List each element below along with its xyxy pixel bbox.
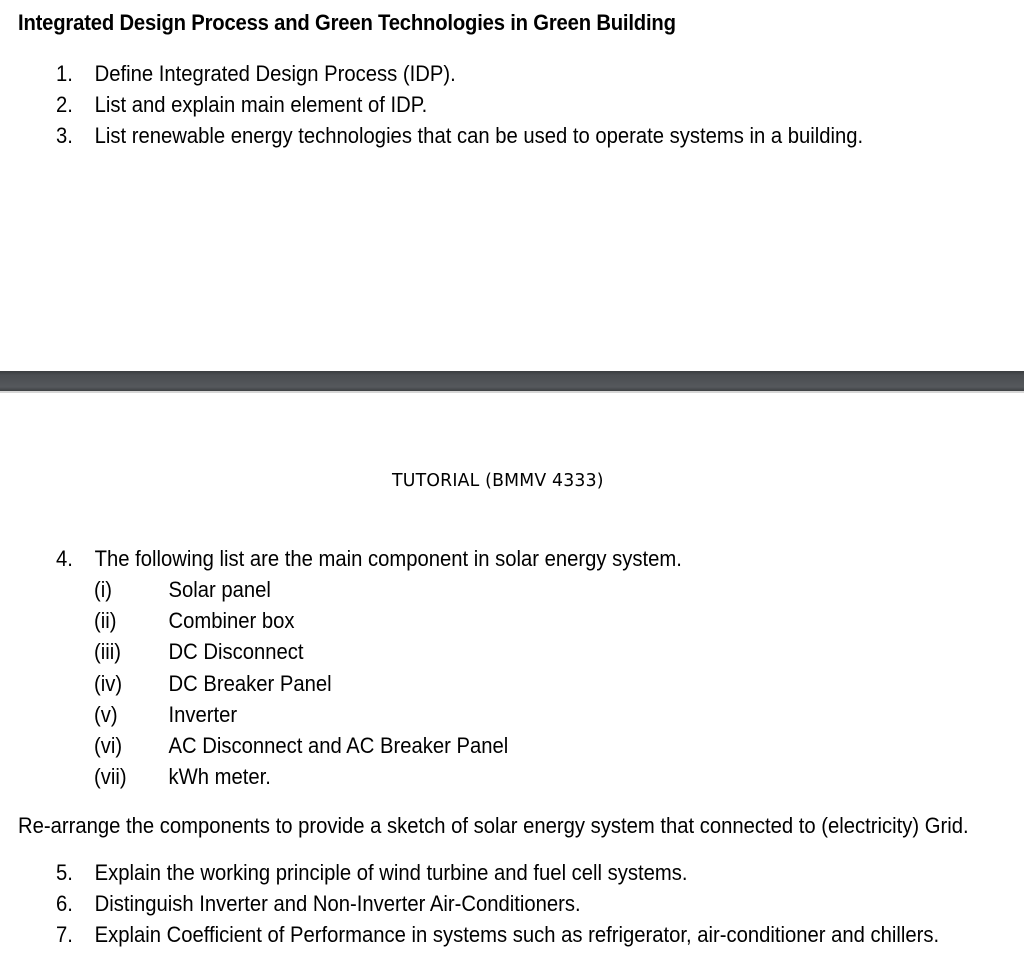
question-text: List and explain main element of IDP.	[94, 92, 428, 117]
question-number: 7.	[56, 922, 73, 947]
question-text: Define Integrated Design Process (IDP).	[94, 61, 456, 86]
item-roman: (ii)	[94, 608, 117, 633]
question-number: 3.	[56, 123, 73, 148]
item-roman: (vii)	[94, 764, 127, 789]
page-divider	[0, 371, 1024, 391]
question-text: List renewable energy technologies that can be used to operate systems in a building.	[94, 123, 864, 148]
item-text: kWh meter.	[168, 764, 271, 789]
tutorial-header: TUTORIAL (BMMV 4333)	[392, 470, 604, 491]
item-text: Solar panel	[168, 577, 271, 602]
item-text: DC Breaker Panel	[168, 671, 332, 696]
item-roman: (vi)	[94, 733, 123, 758]
item-roman: (i)	[94, 577, 112, 602]
question-text: Explain Coefficient of Performance in systems such as refrigerator, air-conditioner and chillers.	[94, 922, 940, 947]
question-number: 4.	[56, 546, 73, 571]
page-title: Integrated Design Process and Green Technologies in Green Building	[18, 10, 676, 35]
question-4-instruction: Re-arrange the components to provide a sketch of solar energy system that connected to (electricity) Grid.	[18, 813, 969, 838]
item-roman: (iv)	[94, 671, 123, 696]
item-roman: (iii)	[94, 639, 121, 664]
question-number: 5.	[56, 860, 73, 885]
question-text: The following list are the main component in solar energy system.	[94, 546, 682, 571]
item-text: Combiner box	[168, 608, 295, 633]
item-text: DC Disconnect	[168, 639, 304, 664]
question-text: Explain the working principle of wind turbine and fuel cell systems.	[94, 860, 688, 885]
question-number: 2.	[56, 92, 73, 117]
item-text: AC Disconnect and AC Breaker Panel	[168, 733, 509, 758]
item-roman: (v)	[94, 702, 118, 727]
question-text: Distinguish Inverter and Non-Inverter Air-Conditioners.	[94, 891, 581, 916]
page-divider-shadow	[0, 391, 1024, 393]
question-number: 6.	[56, 891, 73, 916]
question-number: 1.	[56, 61, 73, 86]
item-text: Inverter	[168, 702, 238, 727]
